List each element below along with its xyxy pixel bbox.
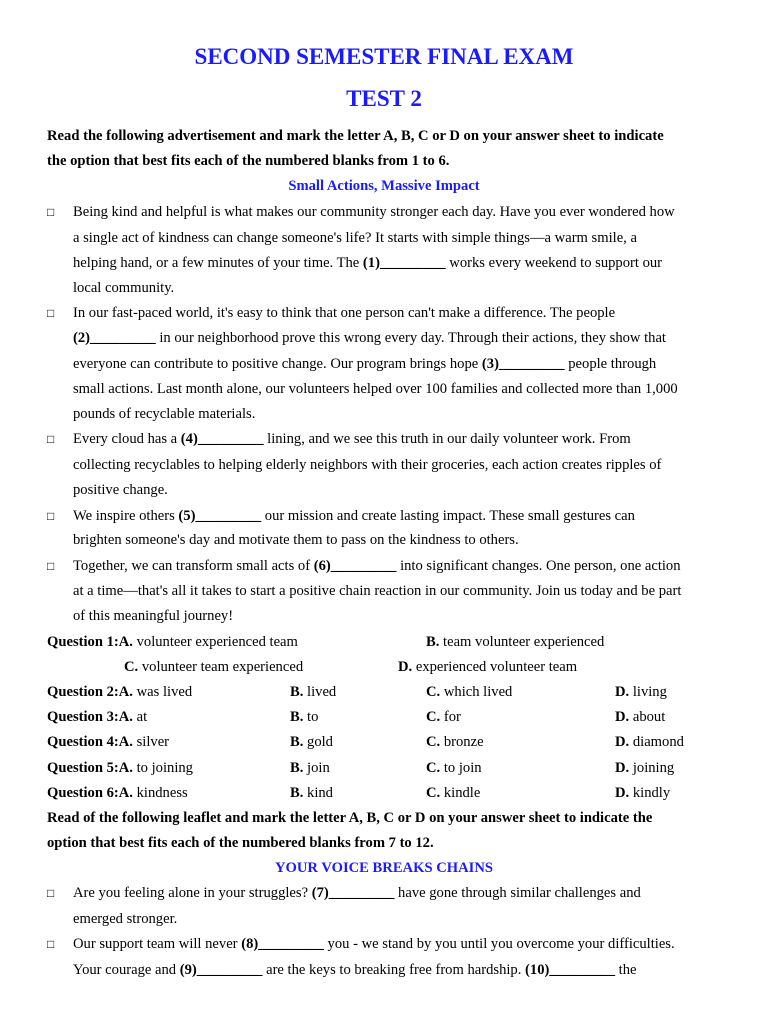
question-4-option-d[interactable]: D. diamond: [615, 734, 684, 750]
passage-line: helping hand, or a few minutes of your time. The (1)_________ works every weekend to support our: [73, 255, 663, 271]
blank-7: (7)_________: [311, 885, 395, 901]
blank-1: (1)_________: [362, 255, 446, 271]
blank-10: (10)_________: [525, 962, 616, 978]
question-5-option-d[interactable]: D. joining: [615, 760, 675, 776]
blank-3: (3)_________: [481, 356, 565, 372]
blank-9: (9)_________: [179, 962, 263, 978]
question-2-option-b[interactable]: B. lived: [290, 684, 337, 700]
question-6-option-d[interactable]: D. kindly: [615, 785, 671, 801]
section1-instruction: the option that best fits each of the numbered blanks from 1 to 6.: [47, 153, 450, 169]
question-6-option-c[interactable]: C. kindle: [426, 785, 481, 801]
blank-6: (6)_________: [313, 558, 397, 574]
blank-8: (8)_________: [241, 936, 324, 952]
passage-line: Together, we can transform small acts of (6)_________ into significant changes. One person, one action: [73, 558, 681, 574]
passage-line: at a time—that's all it takes to start a positive chain reaction in our community. Join us today and be part: [73, 583, 682, 599]
bullet-icon: □: [47, 937, 55, 951]
question-3-option-b[interactable]: B. to: [290, 709, 319, 725]
bullet-icon: □: [47, 205, 55, 219]
question-6: Question 6:A. kindness: [47, 785, 188, 801]
section1-heading: Small Actions, Massive Impact: [288, 178, 480, 194]
passage-line: pounds of recyclable materials.: [73, 406, 256, 422]
blank-5: (5)_________: [178, 508, 262, 524]
blank-4: (4)_________: [180, 431, 264, 447]
question-4-option-b[interactable]: B. gold: [290, 734, 333, 750]
question-6-option-b[interactable]: B. kind: [290, 785, 333, 801]
passage-line: local community.: [73, 280, 175, 296]
question-3-option-c[interactable]: C. for: [426, 709, 461, 725]
section1-instruction: Read the following advertisement and mark the letter A, B, C or D on your answer sheet to indicate: [47, 128, 664, 144]
question-4: Question 4:A. silver: [47, 734, 170, 750]
passage-line: positive change.: [73, 482, 168, 498]
question-3-option-d[interactable]: D. about: [615, 709, 666, 725]
bullet-icon: □: [47, 886, 55, 900]
section2-instruction: option that best fits each of the numbered blanks from 7 to 12.: [47, 835, 434, 851]
bullet-icon: □: [47, 432, 55, 446]
question-5-option-b[interactable]: B. join: [290, 760, 330, 776]
exam-subtitle: TEST 2: [346, 86, 422, 111]
passage-line: Are you feeling alone in your struggles? (7)_________ have gone through similar challenges and: [73, 885, 641, 901]
passage-line: (2)_________ in our neighborhood prove this wrong every day. Through their actions, they show that: [73, 330, 666, 346]
blank-2: (2)_________: [73, 330, 156, 346]
passage-line: emerged stronger.: [73, 911, 178, 927]
passage-line: collecting recyclables to helping elderly neighbors with their groceries, each action creates ripples of: [73, 457, 662, 473]
question-2-option-d[interactable]: D. living: [615, 684, 667, 700]
passage-line: brighten someone's day and motivate them to pass on the kindness to others.: [73, 532, 519, 548]
question-2: Question 2:A. was lived: [47, 684, 193, 700]
passage-line: Every cloud has a (4)_________ lining, and we see this truth in our daily volunteer work. From: [73, 431, 631, 447]
question-5: Question 5:A. to joining: [47, 760, 193, 776]
section2-instruction: Read of the following leaflet and mark the letter A, B, C or D on your answer sheet to indicate the: [47, 810, 653, 826]
passage-line: We inspire others (5)_________ our mission and create lasting impact. These small gestures can: [73, 508, 635, 524]
question-1: Question 1:A. volunteer experienced team: [47, 634, 298, 650]
passage-line: Being kind and helpful is what makes our community stronger each day. Have you ever wondered how: [73, 204, 675, 220]
section2-heading: YOUR VOICE BREAKS CHAINS: [275, 860, 493, 876]
bullet-icon: □: [47, 559, 55, 573]
question-5-option-c[interactable]: C. to join: [426, 760, 482, 776]
question-4-option-c[interactable]: C. bronze: [426, 734, 484, 750]
question-2-option-c[interactable]: C. which lived: [426, 684, 513, 700]
passage-line: a single act of kindness can change someone's life? It starts with simple things—a warm smile, a: [73, 230, 637, 246]
exam-title: SECOND SEMESTER FINAL EXAM: [194, 44, 574, 69]
passage-line: of this meaningful journey!: [73, 608, 234, 624]
passage-line: In our fast-paced world, it's easy to think that one person can't make a difference. The people: [73, 305, 616, 321]
passage-line: everyone can contribute to positive change. Our program brings hope (3)_________ people through: [73, 356, 657, 372]
question-1-option-b[interactable]: B. team volunteer experienced: [426, 634, 605, 650]
bullet-icon: □: [47, 306, 55, 320]
bullet-icon: □: [47, 509, 55, 523]
question-1-option-d[interactable]: D. experienced volunteer team: [398, 659, 578, 675]
passage-line: Your courage and (9)_________ are the keys to breaking free from hardship. (10)_________ the: [73, 962, 637, 978]
passage-line: small actions. Last month alone, our volunteers helped over 100 families and collected more than 1,000: [73, 381, 678, 397]
passage-line: Our support team will never (8)_________ you - we stand by you until you overcome your difficulties.: [73, 936, 675, 952]
question-1-option-c[interactable]: C. volunteer team experienced: [124, 659, 304, 675]
question-3: Question 3:A. at: [47, 709, 148, 725]
